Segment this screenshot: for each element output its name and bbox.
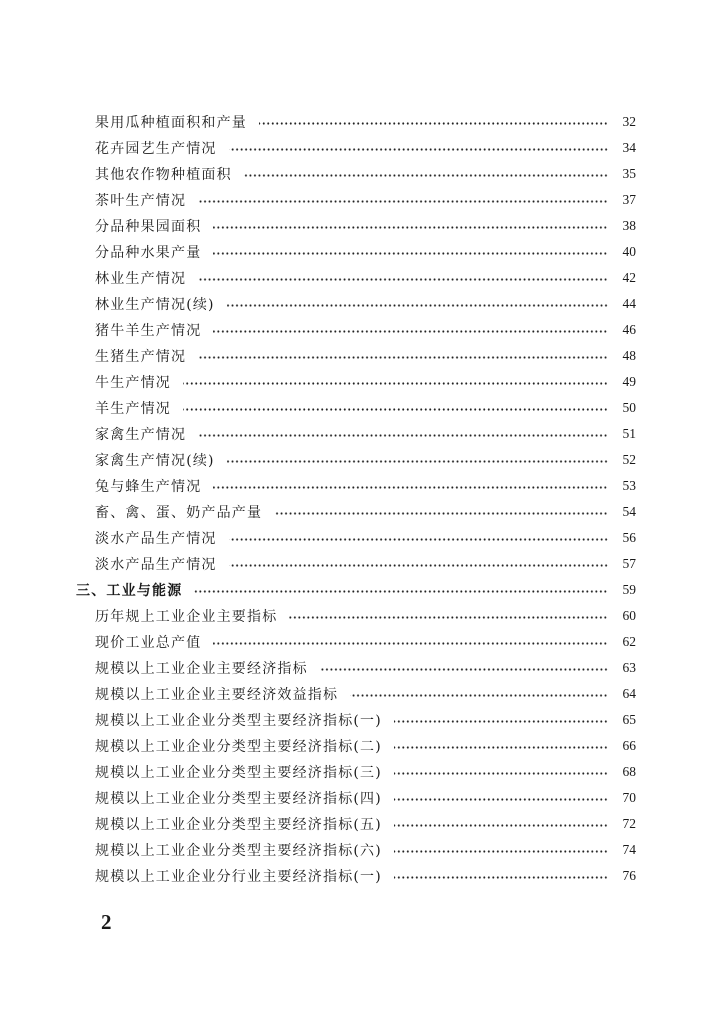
toc-entry-title: 现价工业总产值 bbox=[95, 635, 202, 651]
toc-entry-page: 65 bbox=[622, 712, 636, 727]
toc-entry-title: 猪牛羊生产情况 bbox=[95, 323, 202, 339]
toc-entry[interactable] bbox=[0, 343, 709, 369]
dot-leader bbox=[320, 668, 608, 671]
toc-entry-page: 51 bbox=[622, 426, 636, 441]
toc-entry-title: 规模以上工业企业分行业主要经济指标(一) bbox=[95, 869, 382, 885]
dot-leader bbox=[183, 382, 608, 385]
toc-entry[interactable] bbox=[0, 655, 709, 681]
dot-leader bbox=[198, 434, 608, 437]
toc-entry[interactable] bbox=[0, 317, 709, 343]
toc-entry-title: 其他农作物种植面积 bbox=[95, 167, 232, 183]
dot-leader bbox=[394, 746, 608, 749]
toc-entry[interactable] bbox=[0, 161, 709, 187]
toc-entry[interactable] bbox=[0, 447, 709, 473]
dot-leader bbox=[229, 538, 608, 541]
toc-entry-page: 37 bbox=[622, 192, 636, 207]
toc-entry[interactable] bbox=[0, 291, 709, 317]
toc-entry-page: 72 bbox=[622, 816, 636, 831]
toc-entry-page: 34 bbox=[622, 140, 636, 155]
toc-entry[interactable] bbox=[0, 551, 709, 577]
toc-entry[interactable] bbox=[0, 265, 709, 291]
toc-entry-title: 果用瓜种植面积和产量 bbox=[95, 115, 247, 131]
toc-entry-title: 分品种水果产量 bbox=[95, 245, 202, 261]
toc-entry[interactable] bbox=[0, 187, 709, 213]
toc-entry-page: 53 bbox=[622, 478, 636, 493]
toc-entry-title: 规模以上工业企业分类型主要经济指标(一) bbox=[95, 713, 382, 729]
toc-entry-title: 家禽生产情况 bbox=[95, 427, 187, 443]
toc-entry-title: 淡水产品生产情况 bbox=[95, 531, 217, 547]
toc-entry-title: 生猪生产情况 bbox=[95, 349, 187, 365]
toc-entry-page: 70 bbox=[622, 790, 636, 805]
toc-entry-title: 茶叶生产情况 bbox=[95, 193, 187, 209]
toc-entry-page: 57 bbox=[622, 556, 636, 571]
toc-entry[interactable] bbox=[0, 811, 709, 837]
toc-entry-page: 64 bbox=[622, 686, 636, 701]
toc-entry-title: 规模以上工业企业主要经济指标 bbox=[95, 661, 308, 677]
dot-leader bbox=[227, 460, 608, 463]
toc-entry-title: 分品种果园面积 bbox=[95, 219, 202, 235]
toc-entry[interactable] bbox=[0, 837, 709, 863]
toc-entry[interactable] bbox=[0, 681, 709, 707]
toc-entry-page: 32 bbox=[622, 114, 636, 129]
toc-entry[interactable] bbox=[0, 785, 709, 811]
toc-entry[interactable] bbox=[0, 603, 709, 629]
toc-entry-page: 68 bbox=[622, 764, 636, 779]
toc-entry[interactable] bbox=[0, 369, 709, 395]
dot-leader bbox=[213, 642, 608, 645]
dot-leader bbox=[394, 772, 608, 775]
toc-entry[interactable] bbox=[0, 525, 709, 551]
toc-entry-page: 40 bbox=[622, 244, 636, 259]
toc-entry-page: 49 bbox=[622, 374, 636, 389]
toc-entry-title: 牛生产情况 bbox=[95, 375, 171, 391]
dot-leader bbox=[394, 876, 608, 879]
toc-entry-title: 家禽生产情况(续) bbox=[95, 453, 215, 469]
toc-entry-title: 林业生产情况 bbox=[95, 271, 187, 287]
dot-leader bbox=[213, 226, 608, 229]
toc-entry-page: 66 bbox=[622, 738, 636, 753]
toc-entry-title: 三、工业与能源 bbox=[76, 583, 183, 599]
toc-entry-title: 畜、禽、蛋、奶产品产量 bbox=[95, 505, 263, 521]
toc-entry[interactable] bbox=[0, 473, 709, 499]
dot-leader bbox=[198, 200, 608, 203]
toc-section-heading[interactable] bbox=[0, 577, 709, 603]
toc-entry-page: 56 bbox=[622, 530, 636, 545]
toc-entry[interactable] bbox=[0, 109, 709, 135]
dot-leader bbox=[194, 590, 608, 593]
toc-entry-page: 44 bbox=[622, 296, 636, 311]
dot-leader bbox=[213, 486, 608, 489]
toc-entry-title: 规模以上工业企业分类型主要经济指标(六) bbox=[95, 843, 382, 859]
toc-entry-title: 规模以上工业企业主要经济效益指标 bbox=[95, 687, 339, 703]
dot-leader bbox=[394, 824, 608, 827]
toc-entry-page: 60 bbox=[622, 608, 636, 623]
dot-leader bbox=[244, 174, 608, 177]
dot-leader bbox=[350, 694, 608, 697]
toc-entry-title: 花卉园艺生产情况 bbox=[95, 141, 217, 157]
dot-leader bbox=[394, 720, 608, 723]
toc-entry-page: 35 bbox=[622, 166, 636, 181]
toc-entry[interactable] bbox=[0, 395, 709, 421]
toc-entry-page: 48 bbox=[622, 348, 636, 363]
dot-leader bbox=[213, 330, 608, 333]
toc-entry-page: 42 bbox=[622, 270, 636, 285]
toc-entry[interactable] bbox=[0, 707, 709, 733]
toc-entry-page: 62 bbox=[622, 634, 636, 649]
dot-leader bbox=[394, 798, 608, 801]
dot-leader bbox=[227, 304, 608, 307]
toc-entry-page: 50 bbox=[622, 400, 636, 415]
toc-entry-title: 历年规上工业企业主要指标 bbox=[95, 609, 278, 625]
dot-leader bbox=[229, 148, 608, 151]
toc-entry[interactable] bbox=[0, 733, 709, 759]
toc-entry[interactable] bbox=[0, 499, 709, 525]
toc-entry-page: 54 bbox=[622, 504, 636, 519]
toc-entry[interactable] bbox=[0, 759, 709, 785]
toc-entry-page: 63 bbox=[622, 660, 636, 675]
dot-leader bbox=[259, 122, 608, 125]
toc-entry-page: 76 bbox=[622, 868, 636, 883]
toc-entry[interactable] bbox=[0, 213, 709, 239]
toc-entry-title: 规模以上工业企业分类型主要经济指标(四) bbox=[95, 791, 382, 807]
dot-leader bbox=[198, 278, 608, 281]
toc-entry[interactable] bbox=[0, 421, 709, 447]
toc-entry-page: 59 bbox=[622, 582, 636, 597]
page-number: 2 bbox=[101, 910, 112, 934]
toc-entry-title: 兔与蜂生产情况 bbox=[95, 479, 202, 495]
dot-leader bbox=[289, 616, 608, 619]
toc-entry[interactable] bbox=[0, 629, 709, 655]
toc-entry-page: 46 bbox=[622, 322, 636, 337]
dot-leader bbox=[274, 512, 608, 515]
toc-entry[interactable] bbox=[0, 239, 709, 265]
toc-entry-page: 38 bbox=[622, 218, 636, 233]
table-of-contents bbox=[0, 109, 709, 889]
toc-entry[interactable] bbox=[0, 863, 709, 889]
toc-entry-page: 52 bbox=[622, 452, 636, 467]
dot-leader bbox=[394, 850, 608, 853]
toc-entry-title: 规模以上工业企业分类型主要经济指标(二) bbox=[95, 739, 382, 755]
dot-leader bbox=[198, 356, 608, 359]
dot-leader bbox=[213, 252, 608, 255]
dot-leader bbox=[229, 564, 608, 567]
dot-leader bbox=[183, 408, 608, 411]
toc-entry-title: 羊生产情况 bbox=[95, 401, 171, 417]
toc-entry-title: 林业生产情况(续) bbox=[95, 297, 215, 313]
toc-entry-title: 淡水产品生产情况 bbox=[95, 557, 217, 573]
toc-entry-title: 规模以上工业企业分类型主要经济指标(五) bbox=[95, 817, 382, 833]
toc-entry-page: 74 bbox=[622, 842, 636, 857]
toc-entry[interactable] bbox=[0, 135, 709, 161]
toc-entry-title: 规模以上工业企业分类型主要经济指标(三) bbox=[95, 765, 382, 781]
